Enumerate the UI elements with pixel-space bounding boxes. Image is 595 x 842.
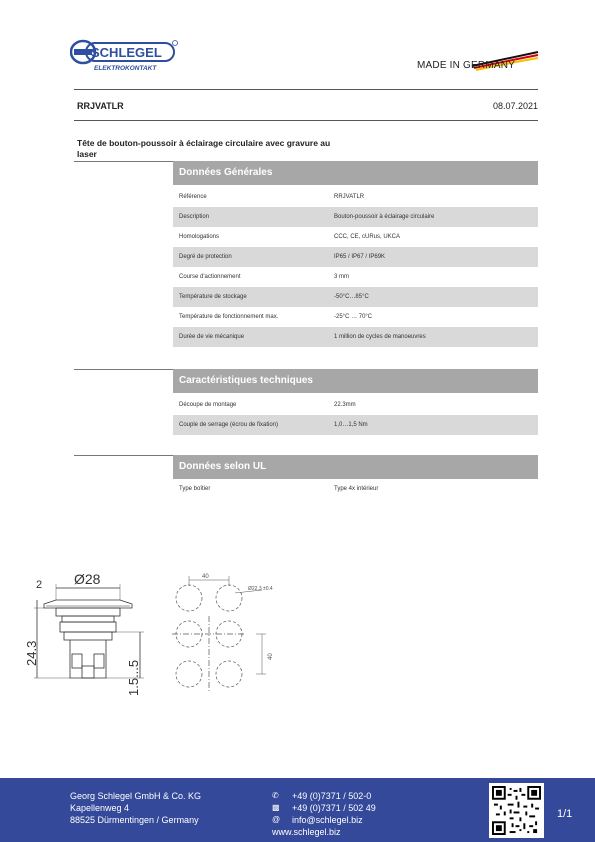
table-row — [173, 327, 538, 347]
header-divider — [74, 89, 538, 90]
contact-block — [272, 790, 376, 838]
table-row — [173, 287, 538, 307]
row-value: CCC, CE, cURus, UKCA — [334, 234, 401, 240]
section-technical — [173, 369, 538, 435]
fax-icon: ▩ — [272, 803, 280, 812]
table-row — [173, 187, 538, 207]
row-label: Description — [179, 214, 210, 220]
title-divider — [74, 120, 538, 121]
section-title: Données Générales — [173, 161, 538, 185]
table-row — [173, 479, 538, 499]
company-street: Kapellenweg 4 — [70, 803, 130, 813]
qr-code — [489, 783, 544, 838]
row-value: 1 million de cycles de manoeuvres — [334, 334, 426, 340]
made-in-germany: MADE IN GERMANY — [417, 60, 516, 71]
dim-spacing-h: 40 — [202, 574, 209, 580]
row-value: 22.3mm — [334, 402, 356, 408]
section-general-data — [173, 161, 538, 347]
dim-height: 24.3 — [24, 640, 39, 666]
dim-top: 2 — [36, 579, 43, 591]
row-label: Découpe de montage — [179, 402, 237, 408]
table-row — [173, 415, 538, 435]
fax-number: +49 (0)7371 / 502 49 — [292, 803, 376, 813]
table-row — [173, 227, 538, 247]
phone-icon: ✆ — [272, 791, 279, 800]
schlegel-logo — [70, 38, 180, 74]
logo-brand-text: SCHLEGEL — [91, 45, 162, 60]
cutout-layout-drawing — [172, 585, 246, 692]
qr-code-pattern — [492, 786, 541, 835]
row-label: Course d'actionnement — [179, 274, 241, 280]
section-title: Données selon UL — [173, 455, 538, 479]
company-name: Georg Schlegel GmbH & Co. KG — [70, 791, 202, 801]
row-value: -50°C…85°C — [334, 294, 369, 300]
table-row — [173, 267, 538, 287]
technical-drawing — [22, 568, 302, 703]
page-number: 1/1 — [557, 808, 573, 820]
footer — [0, 778, 595, 842]
row-value: 1,0…1,5 Nm — [334, 422, 368, 428]
website-link[interactable]: www.schlegel.biz — [272, 827, 341, 837]
phone-number: +49 (0)7371 / 502-0 — [292, 791, 372, 801]
section-ul-data — [173, 455, 538, 499]
section-title: Caractéristiques techniques — [173, 369, 538, 393]
row-value: -25°C … 70°C — [334, 314, 373, 320]
row-value: Type 4x intérieur — [334, 486, 379, 492]
company-address — [70, 790, 201, 826]
row-value: RRJVATLR — [334, 194, 365, 200]
section-divider — [74, 161, 173, 162]
dim-cutout: Ø22.3 ±0.4 — [248, 586, 273, 592]
row-label: Degré de protection — [179, 254, 232, 260]
row-label: Température de fonctionnement max. — [179, 314, 279, 320]
row-label: Type boîtier — [179, 486, 211, 492]
section-divider — [74, 369, 173, 370]
table-row — [173, 247, 538, 267]
row-label: Température de stockage — [179, 294, 247, 300]
row-label: Référence — [179, 194, 207, 200]
logo-sub-text: ELEKTROKONTAKT — [94, 65, 157, 72]
document-date: 08.07.2021 — [492, 101, 538, 111]
row-label: Homologations — [179, 234, 220, 240]
dim-diameter: Ø28 — [74, 571, 101, 587]
dim-spacing-v: 40 — [268, 653, 274, 660]
table-row — [173, 207, 538, 227]
company-city: 88525 Dürmentingen / Germany — [70, 815, 199, 825]
product-title: Tête de bouton-poussoir à éclairage circulaire avec gravure au laser — [77, 138, 331, 159]
email-link[interactable]: info@schlegel.biz — [292, 815, 363, 825]
row-label: Durée de vie mécanique — [179, 334, 245, 340]
row-value: 3 mm — [334, 274, 349, 280]
table-row — [173, 307, 538, 327]
dim-range: 1.5...5 — [126, 659, 141, 696]
row-value: Bouton-poussoir à éclairage circulaire — [334, 214, 435, 220]
email-icon: @ — [272, 815, 281, 824]
table-row — [173, 395, 538, 415]
section-divider — [74, 455, 173, 456]
row-value: IP65 / IP67 / IP69K — [334, 254, 386, 260]
row-label: Couple de serrage (écrou de fixation) — [179, 422, 279, 428]
product-reference: RRJVATLR — [77, 101, 124, 111]
